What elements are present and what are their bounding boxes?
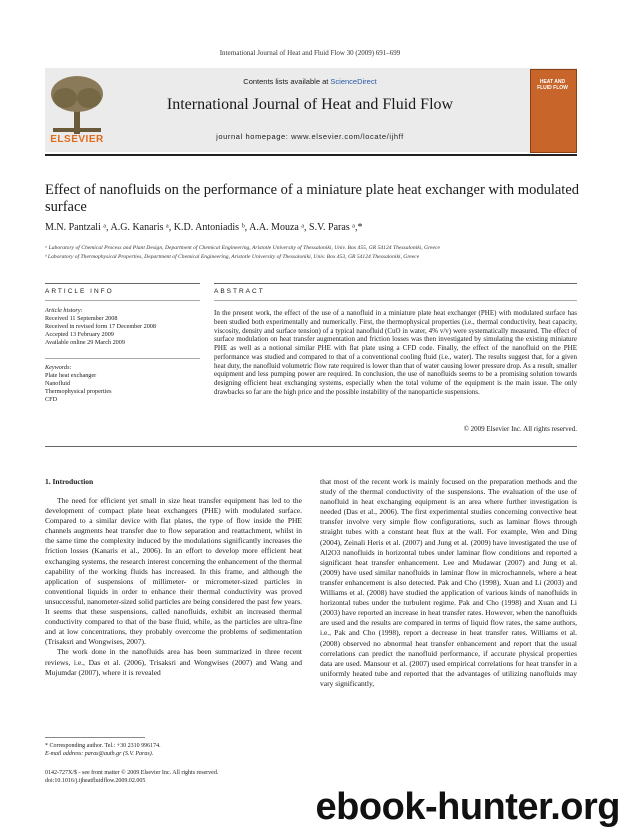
article-info-heading: ARTICLE INFO — [45, 288, 114, 295]
intro-paragraph-1: The need for efficient yet small in size heat transfer equipment has led to the development of compact plate heat exchangers (PHE) with modulated surface. Compared to a similar device with flat plates, the type of flow inside the PHE channels augments heat transfer due to flow separation and reattachment, whilst in the same time the complexity induced by the modulations significantly increases the friction losses (Kanaris et al., 2006). In an effort to develop more efficient heat exchanging systems, the research interest concerning the enhancement of the thermal capability of the working fluids has increased. In this frame, and although the application of suspensions of millimeter- or micrometer-sized particles in conventional liquids in order to enhance their thermal conductivity was proved unsuccessful, nanometer-sized solid particles are being considered the past few years. It seems that these suspensions, called nanofluids, exhibit an increased thermal conductivity compared to that of the base fluid, while, as the particles are ultra-fine and at low concentrations, they probably overcome the problems of sedimentation (Trisaksri and Wongwises, 2007). — [45, 496, 302, 647]
contents-line — [130, 77, 490, 86]
article-history-label: Article history: — [45, 307, 83, 314]
journal-title: International Journal of Heat and Fluid Flow — [166, 96, 454, 113]
history-accepted: Accepted 13 February 2009 — [45, 331, 114, 338]
corresponding-author-note: * Corresponding author. Tel.: +30 2310 996174. — [45, 743, 161, 749]
journal-homepage — [130, 132, 490, 141]
article-info-subrule — [45, 300, 200, 301]
intro-paragraph-3: that most of the recent work is mainly focused on the preparation methods and the study of the thermal conductivity of the suspensions. The evaluation of the use of nanofluid in heat exchanging equipment is an area where further investigation is needed (Das et al., 2006). The first experimental studies concerning convective heat transfer involve very simple flow configurations, such as laminar flows through straight tubes with a constant heat flux at the wall. For example, Wen and Ding (2004), Zeinali Heris et al. (2007) and Jung et al. (2009) have investigated the use of Al2O3 nanofluids in horizontal tubes under laminar flow conditions and reported a significant heat transfer enhancement. Lee and Mudawar (2007) and Jung et al. (2009) have used similar nanofluids in laminar flow in microchannels, where a heat transfer enhancement is also detected. Pak and Cho (1998), Xuan and Li (2003) and Williams et al. (2008) have studied the application of various kinds of nanofluids in horizontal tubes under the turbulent regime. Pak and Cho (1998) and Xuan and Li (2003) have reported an increase in heat transfer rates. However, when the nanofluids are used and the results are compared in terms of liquid flow rates, the same authors, i.e., Pak and Cho (1998), report a decrease in heat transfer rates. Williams et al. (2008) observed no abnormal heat transfer enhancement and report that the usual correlations can predict the nanofluid performance, if accurate physical properties data are used. Mansour et al. (2007) used empirical correlations for heat transfer in a uniformly heated tube and reported that the advantages of utilizing nanofluids may vary significantly, — [320, 477, 577, 688]
keyword: Thermophysical properties — [45, 388, 112, 395]
journal-citation: International Journal of Heat and Fluid Flow 30 (2009) 691–699 — [219, 49, 401, 57]
watermark-text: ebook-hunter.org — [315, 786, 620, 828]
affiliation-a: ᵃ Laboratory of Chemical Process and Plant Design, Department of Chemical Engineering, Aristotle University of Thessaloniki, Univ. Box 455, GR 54124 Thessaloniki, Greece — [45, 245, 440, 251]
doi-link[interactable]: doi:10.1016/j.ijheatfluidflow.2009.02.005 — [45, 778, 146, 784]
footnote-rule — [45, 737, 145, 738]
contents-prefix: Contents lists available at — [243, 77, 331, 86]
intro-left-column — [45, 496, 302, 678]
abstract-bottom-rule — [45, 446, 577, 447]
keyword: Plate heat exchanger — [45, 372, 97, 379]
affiliation-b: ᵇ Laboratory of Thermophysical Properties, Department of Chemical Engineering, Aristotle University of Thessaloniki, Univ. Box 453, GR 54124 Thessaloniki, Greece — [45, 254, 420, 260]
abstract-copyright: © 2009 Elsevier Inc. All rights reserved. — [463, 425, 577, 433]
homepage-link[interactable]: www.elsevier.com/locate/ijhff — [291, 132, 404, 141]
introduction-heading: 1. Introduction — [45, 477, 94, 486]
abstract-heading: ABSTRACT — [214, 288, 265, 295]
history-received: Received 11 September 2008 — [45, 315, 118, 322]
author-list: M.N. Pantzali ᵃ, A.G. Kanaris ᵃ, K.D. Antoniadis ᵇ, A.A. Mouza ᵃ, S.V. Paras ᵃ,* — [45, 222, 363, 233]
article-info-rule — [45, 283, 200, 284]
intro-paragraph-2: The work done in the nanofluids area has been summarized in three recent reviews, i.e., Das et al. (2006), Trisaksri and Wongwises (2007) and Wang and Mujumdar (2007), where it is revealed — [45, 647, 302, 677]
abstract-text: In the present work, the effect of the use of a nanofluid in a miniature plate heat exchanger (PHE) with modulated surface has been studied both experimentally and numerically. First, the thermophysical properties (i.e., thermal conductivity, heat capacity, viscosity, density and surface tension) of a typical nanofluid (CuO in water, 4% v/v) were systematically measured. The effect of surface modulation on heat transfer augmentation and friction losses was then investigated by simulating the existing miniature PHE as well as a notional similar PHE with flat plate using a CFD code. Finally, the effect of the nanofluid on the PHE performance was studied and compared to that of a conventional cooling fluid (i.e., water). The results suggest that, for a given heat duty, the nanofluid volumetric flow rate required is lower than that of water causing lower pressure drop. As a result, smaller equipment and less pumping power are required. In conclusion, the use of nanofluids seems to be a promising solution towards designing efficient heat exchanging systems, especially when the total volume of the equipment is the main issue. The only drawbacks so far are the high price and the possible instability of the nanoparticle suspensions. — [214, 309, 577, 396]
publisher-logo-text: ELSEVIER — [50, 134, 104, 145]
sciencedirect-link[interactable]: ScienceDirect — [330, 77, 377, 86]
header-divider — [45, 154, 577, 156]
paper-title: Effect of nanofluids on the performance of a miniature plate heat exchanger with modulated surface — [45, 182, 580, 215]
keyword: CFD — [45, 396, 58, 403]
keywords-rule — [45, 358, 200, 359]
history-revised: Received in revised form 17 December 2008 — [45, 323, 156, 330]
keyword: Nanofluid — [45, 380, 71, 387]
journal-cover-title: HEAT AND FLUID FLOW — [537, 79, 568, 91]
homepage-prefix: journal homepage: — [216, 132, 292, 141]
issn-line: 0142-727X/$ - see front matter © 2009 Elsevier Inc. All rights reserved. — [45, 770, 219, 776]
keywords-label: Keywords: — [45, 364, 72, 371]
intro-right-column — [320, 477, 577, 689]
abstract-rule — [214, 283, 577, 284]
history-online: Available online 29 March 2009 — [45, 339, 125, 346]
email-note: E-mail address: paras@auth.gr (S.V. Paras). — [45, 751, 154, 757]
abstract-subrule — [214, 300, 577, 301]
